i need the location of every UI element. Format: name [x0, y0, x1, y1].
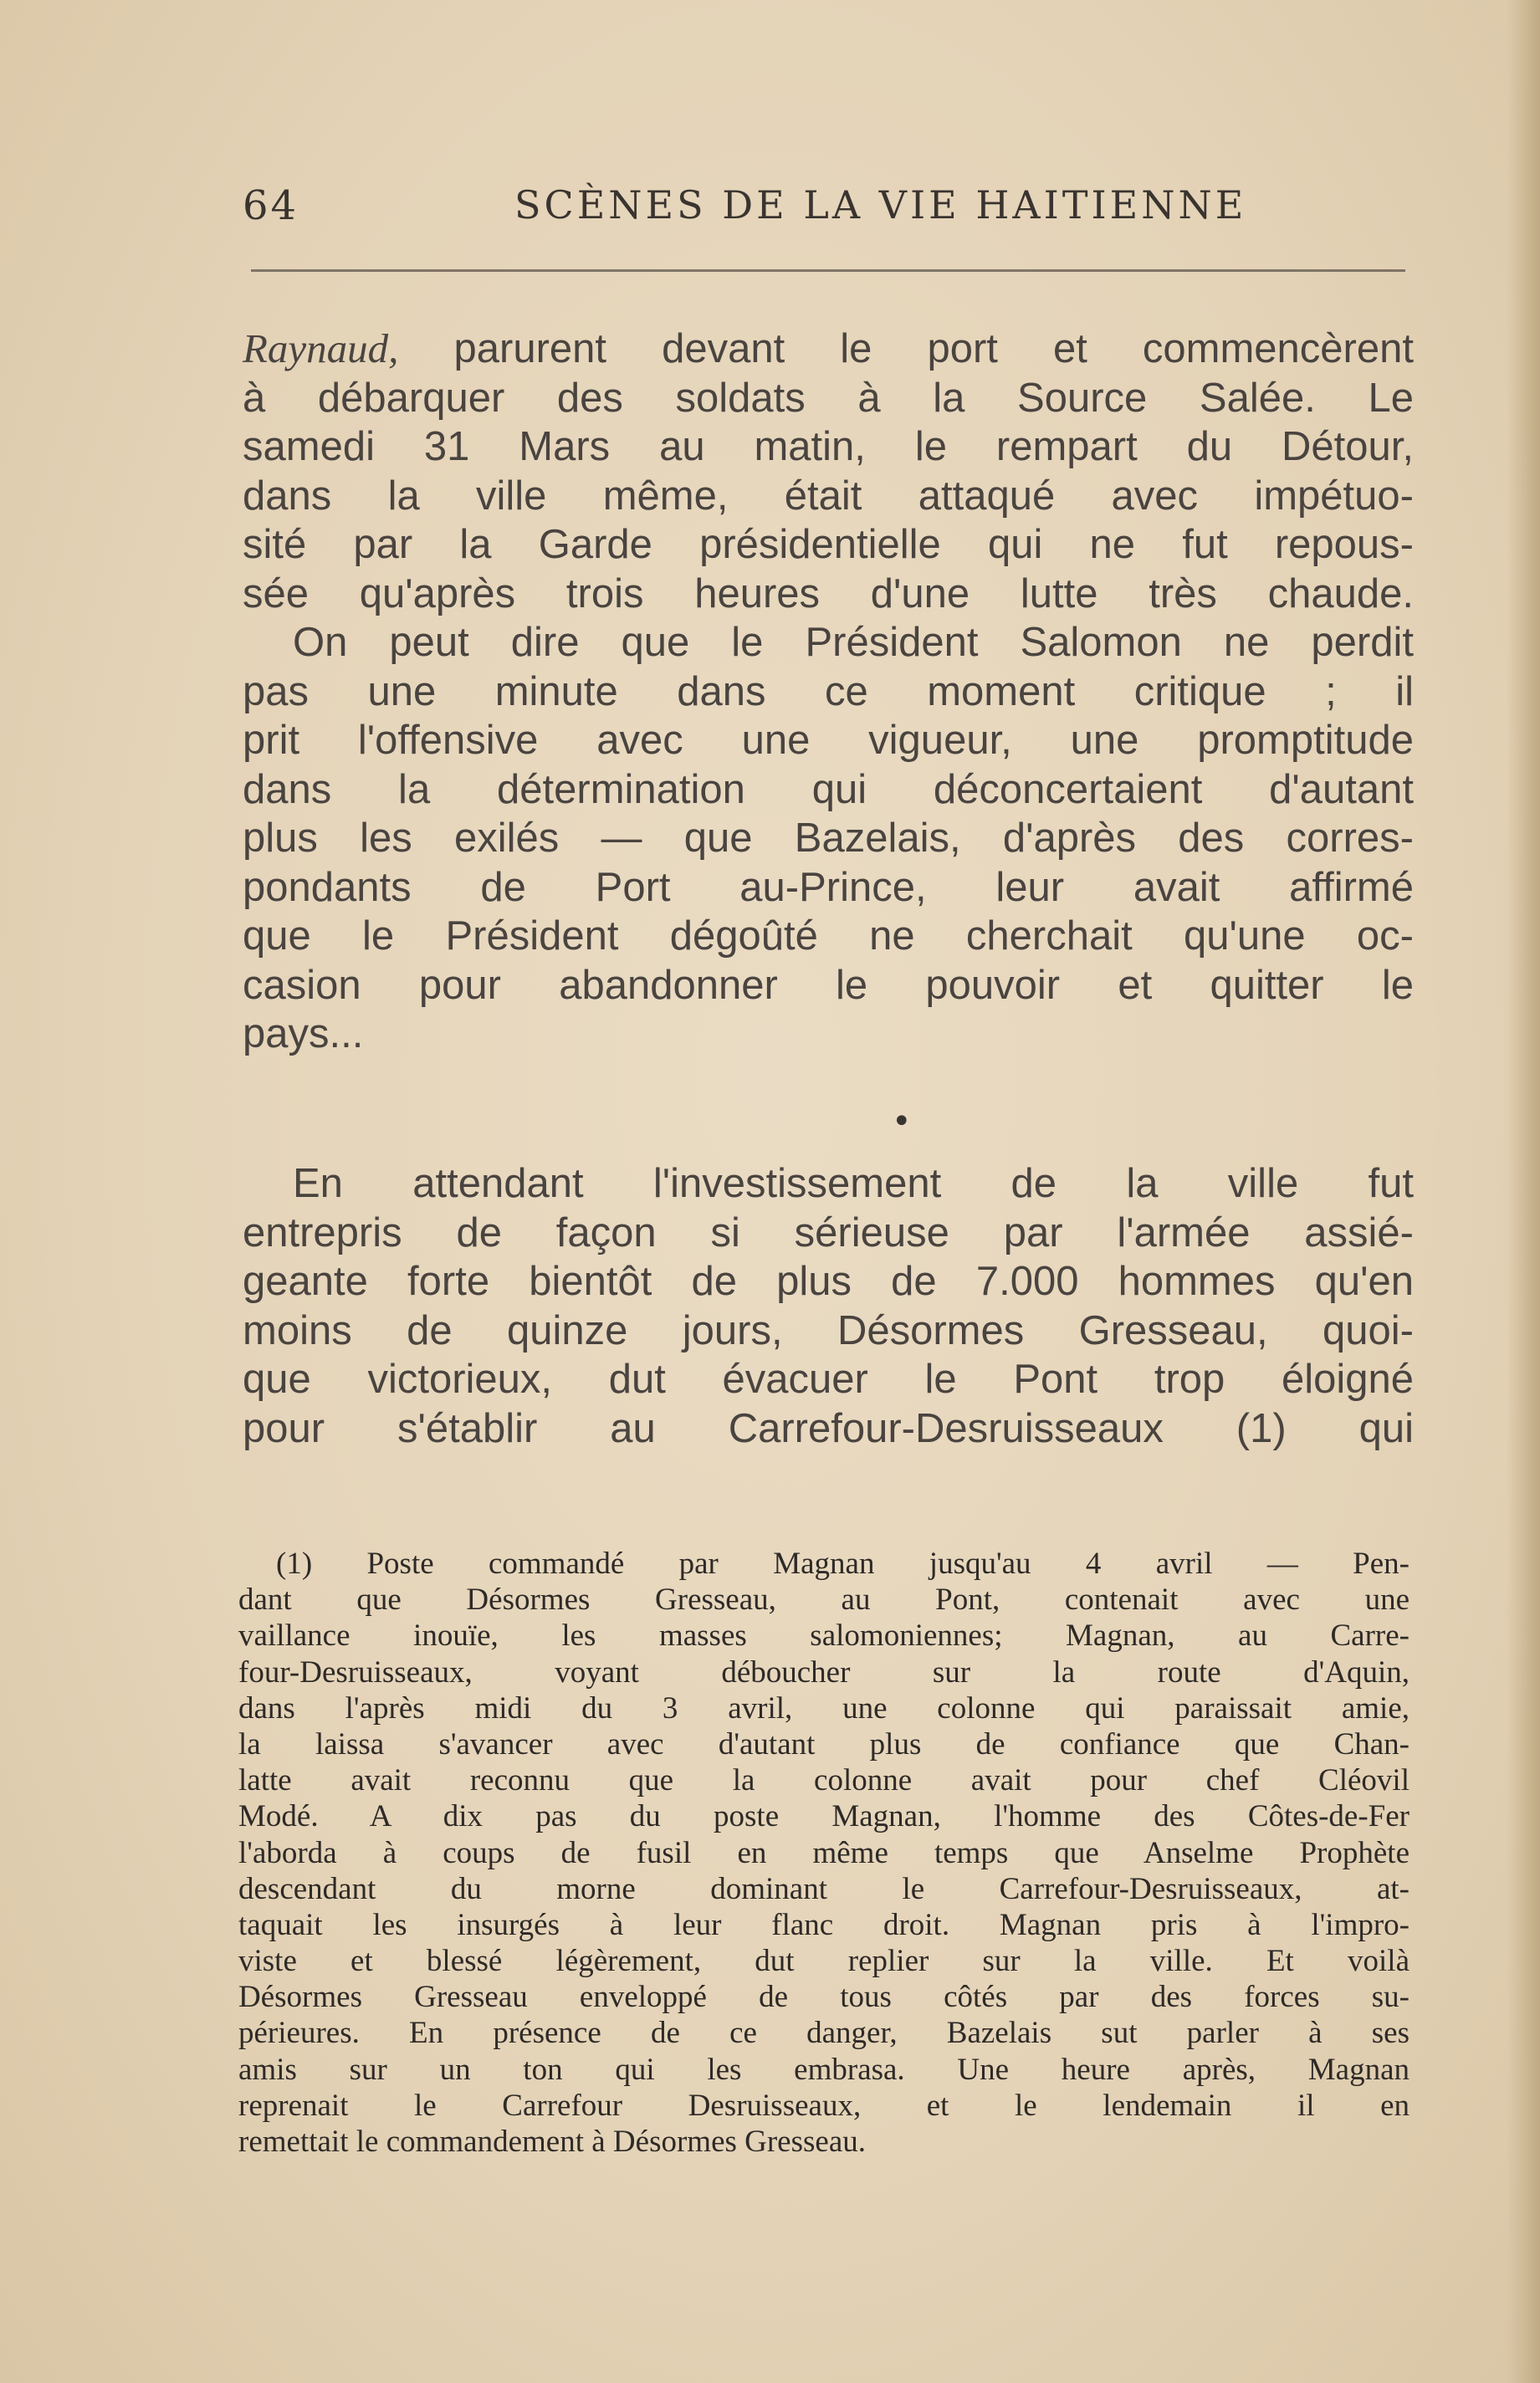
name-raynaud: Raynaud, — [243, 325, 399, 371]
text-line: moins de quinze jours, Désormes Gresseau, quoi- — [243, 1307, 1414, 1353]
text-line: plus les exilés — que Bazelais, d'après des corres- — [243, 816, 1414, 861]
footnote-line: l'aborda à coups de fusil en même temps que Anselme Prophète — [238, 1835, 1410, 1870]
footnote-line: taquait les insurgés à leur flanc droit. Magnan pris à l'impro- — [238, 1907, 1410, 1942]
footnote-line: latte avait reconnu que la colonne avait pour chef Cléovil — [238, 1763, 1410, 1798]
text-line: que victorieux, dut évacuer le Pont trop éloigné — [243, 1357, 1414, 1402]
header-rule — [251, 269, 1405, 272]
running-header — [243, 182, 1414, 233]
footnote-line: amis sur un ton qui les embrasa. Une heure après, Magnan — [238, 2052, 1410, 2087]
text-line: à débarquer des soldats à la Source Salée. Le — [243, 375, 1414, 421]
text-line: En attendant l'investissement de la ville fut — [293, 1161, 1414, 1206]
text-line: dans la ville même, était attaqué avec impétuo- — [243, 473, 1414, 519]
page-number: 64 — [243, 182, 299, 229]
footnote-line: Modé. A dix pas du poste Magnan, l'homme des Côtes-de-Fer — [238, 1799, 1410, 1834]
footnote-line: dans l'après midi du 3 avril, une colonne qui paraissait amie, — [238, 1690, 1410, 1726]
text-line: pas une minute dans ce moment critique ; il — [243, 668, 1414, 714]
text-line: pour s'établir au Carrefour-Desruisseaux (1) qui — [243, 1405, 1414, 1451]
text-line: que le Président dégoûté ne cherchait qu'une oc- — [243, 913, 1414, 959]
footnote-line: (1) Poste commandé par Magnan jusqu'au 4 avril — Pen- — [276, 1547, 1410, 1581]
footnote-line: vaillance inouïe, les masses salomoniennes; Magnan, au Carre- — [238, 1618, 1410, 1654]
footnote-line: périeures. En présence de ce danger, Bazelais sut parler à ses — [238, 2016, 1410, 2051]
text-line: On peut dire que le Président Salomon ne perdit — [293, 620, 1414, 665]
text-line: sée qu'après trois heures d'une lutte très chaude. — [243, 570, 1414, 616]
text-line: pondants de Port au-Prince, leur avait affirmé — [243, 864, 1414, 910]
paragraph-1 — [243, 325, 1414, 1059]
text-line: prit l'offensive avec une vigueur, une promptitude — [243, 718, 1414, 763]
page-edge — [1507, 0, 1540, 2383]
footnote-line: descendant du morne dominant le Carrefour-Desruisseaux, at- — [238, 1871, 1410, 1906]
text-line: samedi 31 Mars au matin, le rempart du Détour, — [243, 424, 1414, 469]
section-separator: • — [892, 1102, 912, 1141]
text-line — [243, 325, 1414, 374]
running-title: SCÈNES DE LA VIE HAITIENNE — [514, 182, 1247, 228]
footnote-line: reprenait le Carrefour Desruisseaux, et le lendemain il en — [238, 2088, 1410, 2123]
text-line: pays... — [243, 1011, 364, 1056]
text-line: entrepris de façon si sérieuse par l'armée assié- — [243, 1209, 1414, 1255]
footnote-line: Désormes Gresseau enveloppé de tous côtés par des forces su- — [238, 1980, 1410, 2015]
text-line-rest: parurent devant le port et commencèrent — [453, 326, 1414, 371]
footnote-line: remettait le commandement à Désormes Gresseau. — [238, 2125, 866, 2159]
text-line: sité par la Garde présidentielle qui ne fut repous- — [243, 522, 1414, 567]
footnote-line: four-Desruisseaux, voyant déboucher sur la route d'Aquin, — [238, 1654, 1410, 1690]
footnote — [238, 1546, 1410, 2160]
footnote-line: la laissa s'avancer avec d'autant plus de confiance que Chan- — [238, 1726, 1410, 1762]
paragraph-2 — [243, 1159, 1414, 1453]
text-line: dans la détermination qui déconcertaient d'autant — [243, 766, 1414, 812]
text-line: casion pour abandonner le pouvoir et quitter le — [243, 962, 1414, 1008]
text-line: geante forte bientôt de plus de 7.000 hommes qu'en — [243, 1259, 1414, 1304]
footnote-line: viste et blessé légèrement, dut replier sur la ville. Et voilà — [238, 1944, 1410, 1979]
footnote-line: dant que Désormes Gresseau, au Pont, contenait avec une — [238, 1583, 1410, 1618]
